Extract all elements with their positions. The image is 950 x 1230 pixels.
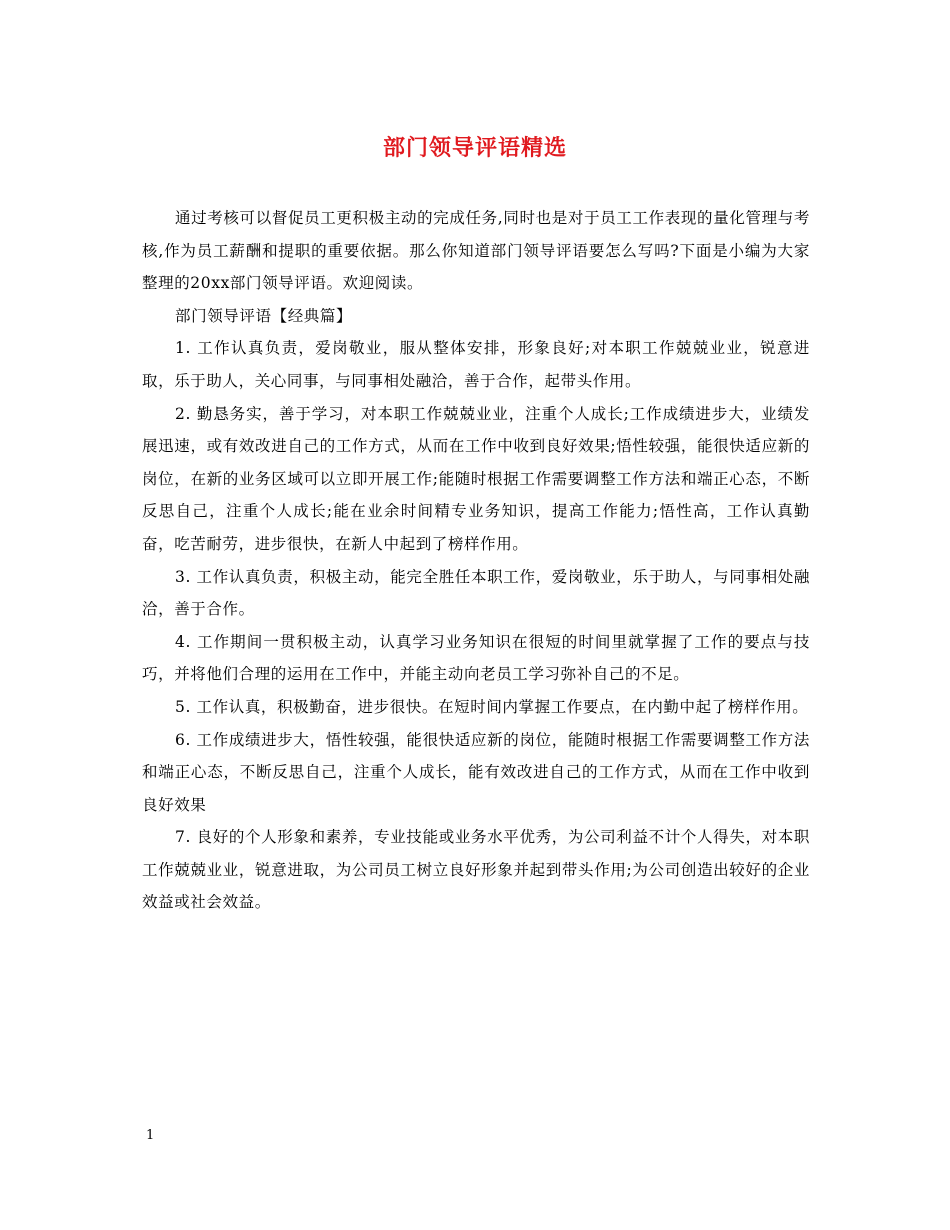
document-title: 部门领导评语精选: [382, 135, 567, 161]
document-body: [142, 202, 810, 919]
section-heading: 部门领导评语【经典篇】: [175, 306, 353, 325]
page-number: 1: [146, 1128, 155, 1143]
comment-item-1: 1. 工作认真负责，爱岗敬业，服从整体安排，形象良好;对本职工作兢兢业业，锐意进取，乐于助人，关心同事，与同事相处融洽，善于合作，起带头作用。: [142, 339, 810, 390]
comment-item-6: 6. 工作成绩进步大，悟性较强，能很快适应新的岗位，能随时根据工作需要调整工作方法和端正心态，不断反思自己，注重个人成长，能有效改进自己的工作方式，从而在工作中收到良好效果: [142, 730, 810, 814]
comment-item-5: 5. 工作认真，积极勤奋，进步很快。在短时间内掌握工作要点，在内勤中起了榜样作用。: [175, 697, 809, 716]
intro-paragraph: 通过考核可以督促员工更积极主动的完成任务,同时也是对于员工工作表现的量化管理与考核,作为员工薪酬和提职的重要依据。那么你知道部门领导评语要怎么写吗?下面是小编为大家整理的20xx部门领导评语。欢迎阅读。: [142, 209, 810, 293]
comment-item-4: 4. 工作期间一贯积极主动，认真学习业务知识在很短的时间里就掌握了工作的要点与技巧，并将他们合理的运用在工作中，并能主动向老员工学习弥补自己的不足。: [142, 632, 810, 684]
comment-item-2: 2. 勤恳务实，善于学习，对本职工作兢兢业业，注重个人成长;工作成绩进步大，业绩发展迅速，或有效改进自己的工作方式，从而在工作中收到良好效果;悟性较强，能很快适应新的岗位，在新的业务区域可以立即开展工作;能随时根据工作需要调整工作方法和端正心态，不断反思自己，注重个人成长;能在业余时间精专业务知识，提高工作能力;悟性高，工作认真勤奋，吃苦耐劳，进步很快，在新人中起到了榜样作用。: [142, 404, 811, 553]
comment-item-3: 3. 工作认真负责，积极主动，能完全胜任本职工作，爱岗敬业，乐于助人，与同事相处融洽，善于合作。: [142, 567, 810, 619]
comment-item-7: 7. 良好的个人形象和素养，专业技能或业务水平优秀，为公司利益不计个人得失，对本职工作兢兢业业，锐意进取，为公司员工树立良好形象并起到带头作用;为公司创造出较好的企业效益或社会效益。: [142, 828, 810, 912]
